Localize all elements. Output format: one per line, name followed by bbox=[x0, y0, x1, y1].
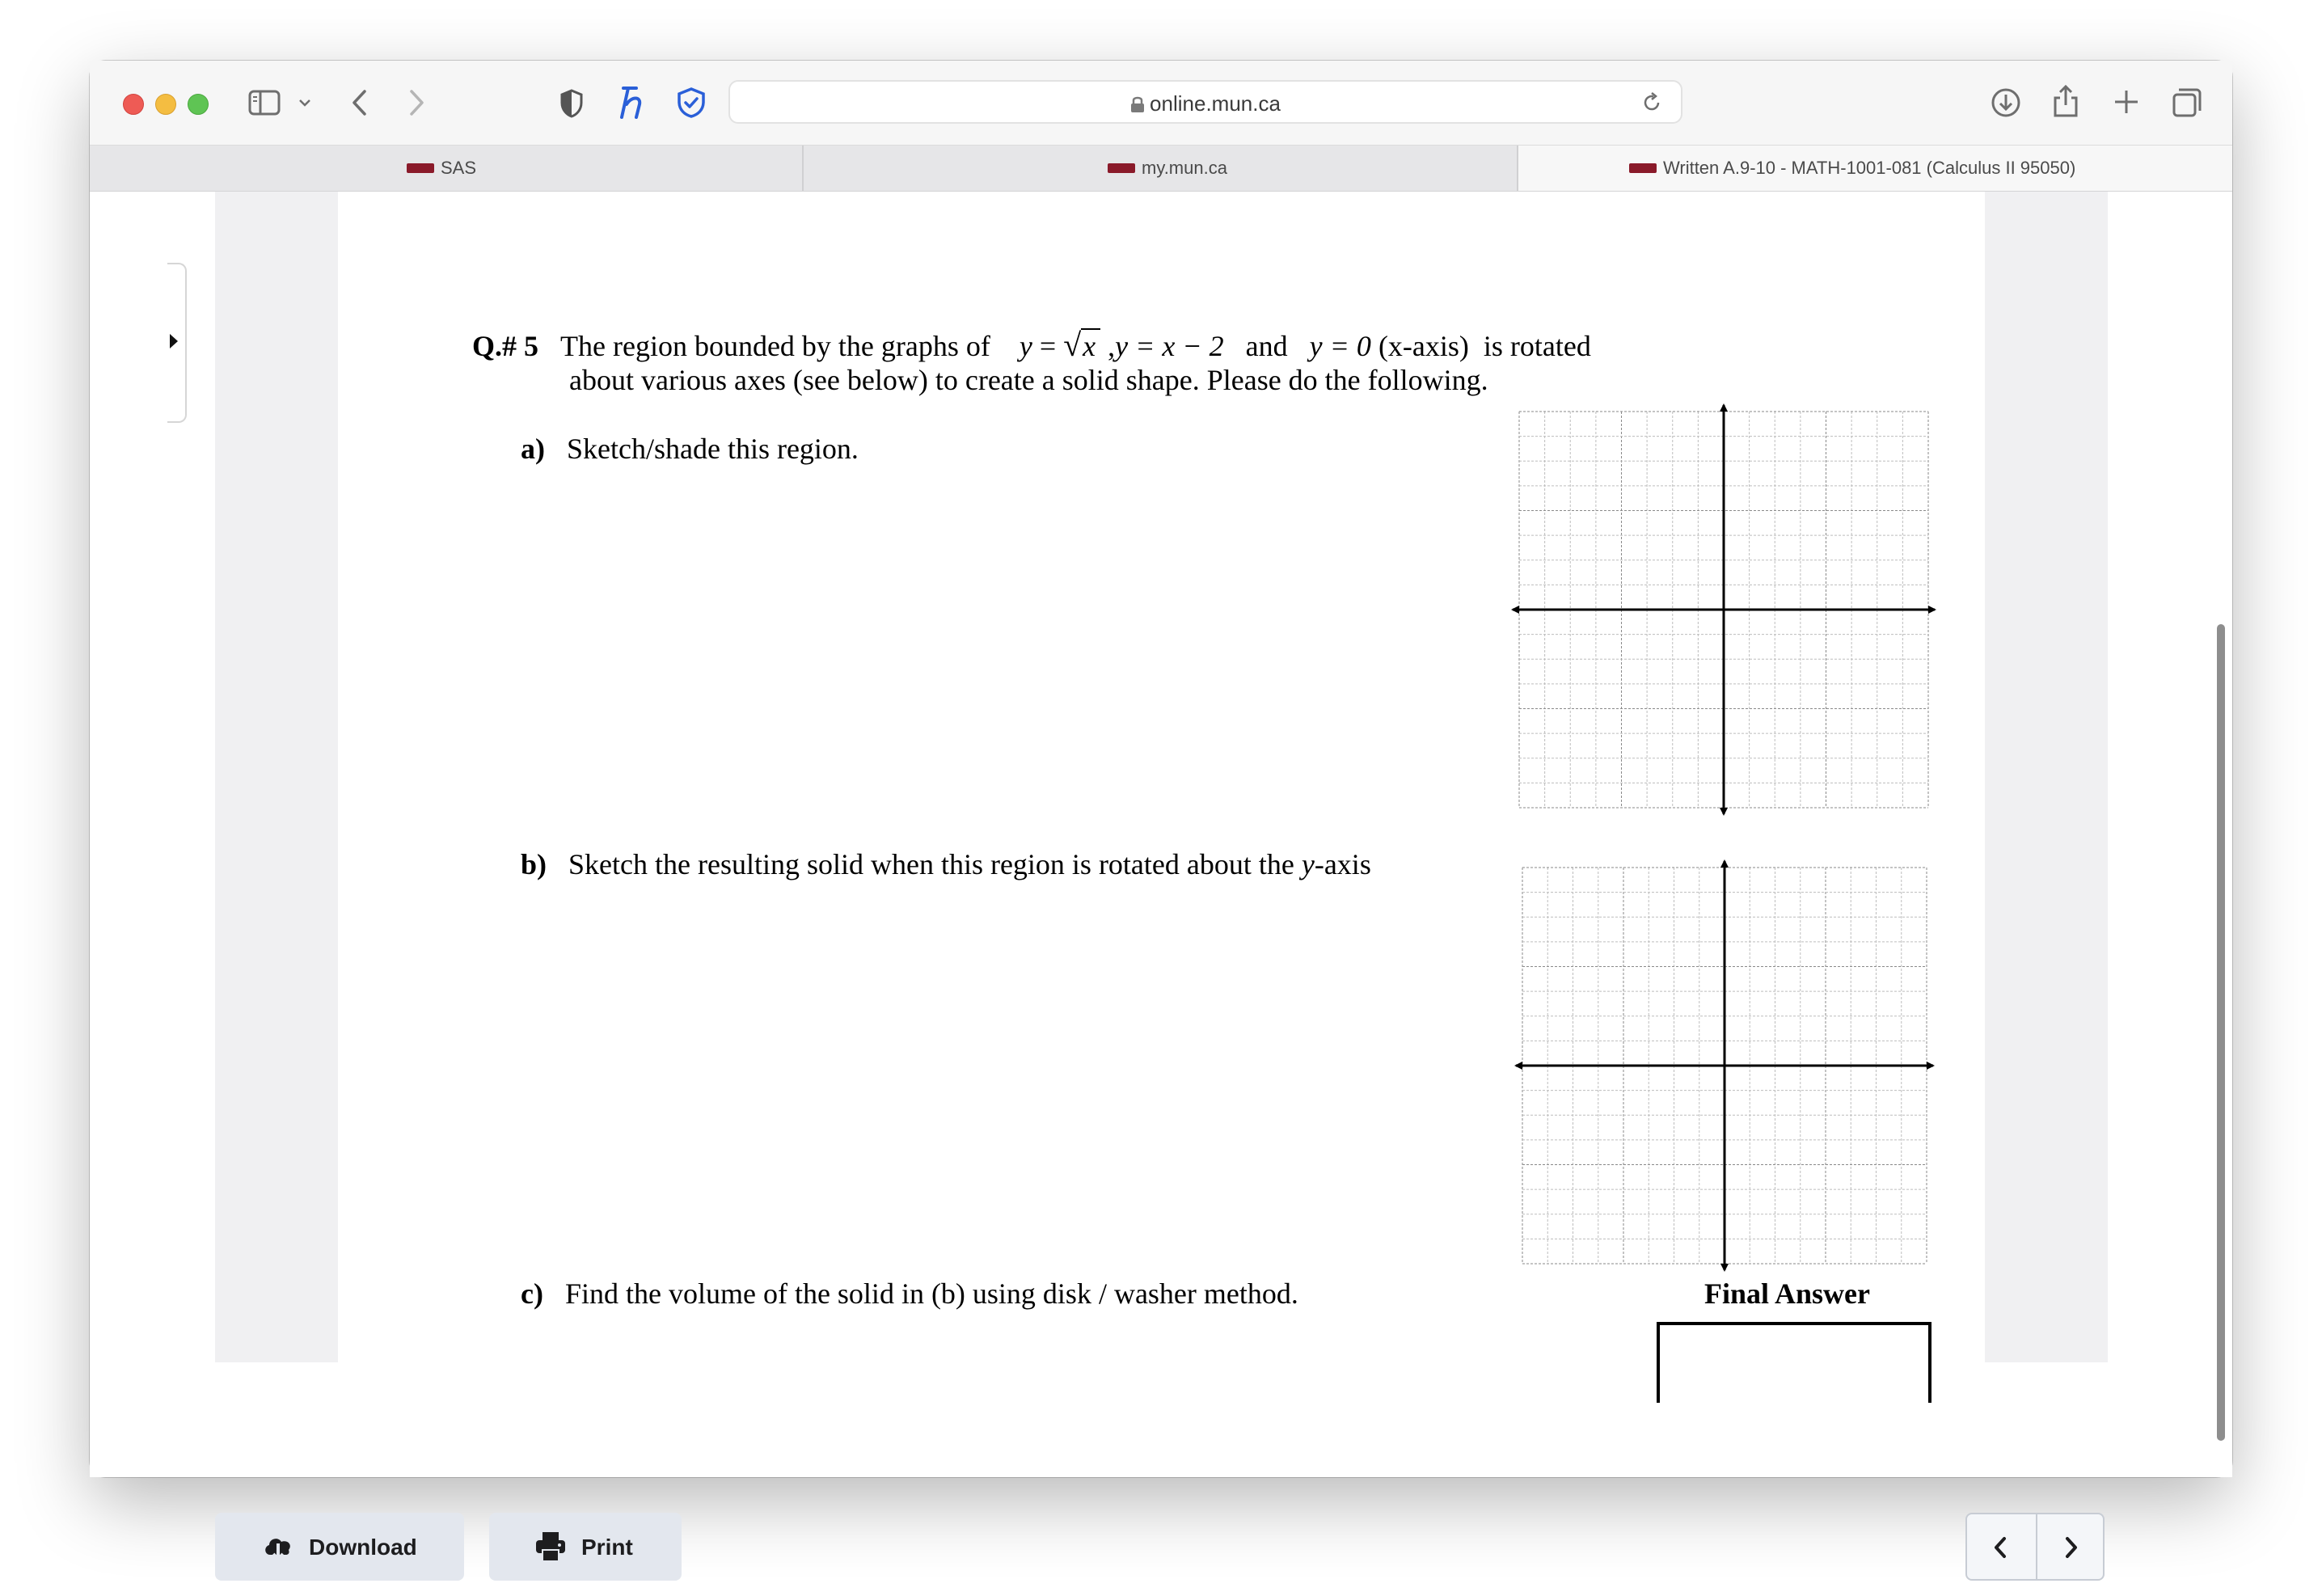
page-navigation bbox=[1965, 1513, 2105, 1581]
mun-favicon bbox=[1108, 163, 1135, 173]
url-text: online.mun.ca bbox=[1150, 91, 1281, 116]
print-label: Print bbox=[581, 1535, 633, 1560]
x-axis-arrow-left bbox=[1514, 1062, 1522, 1070]
zoom-window-button[interactable] bbox=[188, 94, 209, 115]
part-a-label: a) bbox=[521, 433, 545, 465]
y-axis-arrow-bottom bbox=[1720, 1264, 1729, 1272]
question-intro-end: is rotated bbox=[1483, 330, 1591, 362]
caret-right-icon bbox=[168, 332, 179, 350]
url-display bbox=[730, 91, 1681, 116]
question-line-2: about various axes (see below) to create a solid shape. Please do the following. bbox=[569, 364, 1488, 396]
tab-my-mun-label: my.mun.ca bbox=[1142, 158, 1227, 178]
question-line-1 bbox=[472, 327, 1591, 363]
browser-window bbox=[90, 61, 2232, 1560]
chevron-down-icon[interactable] bbox=[298, 98, 311, 108]
final-answer-label: Final Answer bbox=[1704, 1277, 1871, 1310]
vertical-scrollbar[interactable] bbox=[2217, 624, 2225, 1441]
tab-my-mun[interactable] bbox=[804, 146, 1517, 191]
reload-icon[interactable] bbox=[1640, 91, 1663, 114]
mun-favicon bbox=[407, 163, 434, 173]
part-b-label: b) bbox=[521, 848, 547, 880]
part-a bbox=[521, 433, 859, 466]
eq3-note: (x-axis) bbox=[1378, 330, 1469, 362]
download-button[interactable] bbox=[215, 1513, 464, 1581]
viewer-margin-right bbox=[1985, 192, 2108, 1362]
browser-toolbar bbox=[90, 61, 2232, 146]
conjunction: and bbox=[1245, 330, 1288, 362]
tab-sas-label: SAS bbox=[441, 158, 477, 178]
previous-page-button[interactable] bbox=[1967, 1514, 2037, 1579]
question-intro: The region bounded by the graphs of bbox=[560, 330, 990, 362]
eq1-radicand: x bbox=[1081, 328, 1100, 362]
minimize-window-button[interactable] bbox=[155, 94, 176, 115]
next-page-button[interactable] bbox=[2037, 1514, 2105, 1579]
close-window-button[interactable] bbox=[123, 94, 144, 115]
eq1-equals: = bbox=[1039, 330, 1057, 362]
eq2-prefix: , bbox=[1108, 330, 1116, 362]
chevron-right-icon bbox=[2062, 1535, 2080, 1560]
cloud-download-icon bbox=[262, 1532, 294, 1561]
privacy-shield-icon[interactable] bbox=[675, 87, 707, 119]
download-circle-icon[interactable] bbox=[1990, 87, 2022, 119]
question-number: Q.# 5 bbox=[472, 330, 539, 362]
part-b-text: Sketch the resulting solid when this region is rotated about the bbox=[568, 848, 1294, 880]
tab-sas[interactable] bbox=[90, 146, 802, 191]
download-label: Download bbox=[309, 1535, 417, 1560]
tab-written-assignment[interactable] bbox=[1518, 146, 2232, 191]
x-axis-arrow-right bbox=[1927, 1062, 1935, 1070]
viewer-margin-left bbox=[215, 192, 338, 1362]
final-answer-box bbox=[1657, 1322, 1931, 1403]
tabs-icon[interactable] bbox=[2171, 87, 2203, 119]
address-bar[interactable] bbox=[728, 80, 1682, 124]
part-b bbox=[521, 849, 1371, 881]
print-button[interactable] bbox=[489, 1513, 682, 1581]
part-c-label: c) bbox=[521, 1277, 543, 1310]
eq1-sqrt: √x bbox=[1063, 327, 1100, 363]
tab-written-assignment-label: Written A.9-10 - MATH-1001-081 (Calculus II 95050) bbox=[1663, 158, 2076, 178]
chevron-left-icon bbox=[1991, 1535, 2009, 1560]
chevron-left-icon[interactable] bbox=[350, 88, 368, 117]
part-c bbox=[521, 1278, 1298, 1311]
chevron-right-icon[interactable] bbox=[408, 88, 426, 117]
x-axis-arrow-right bbox=[1928, 606, 1936, 614]
lock-icon bbox=[1130, 95, 1145, 113]
mun-favicon bbox=[1629, 163, 1657, 173]
sidebar-icon[interactable] bbox=[248, 90, 281, 116]
part-b-axis: y bbox=[1301, 848, 1315, 880]
eq1-lhs: y bbox=[1019, 330, 1032, 362]
x-axis-arrow-left bbox=[1511, 606, 1519, 614]
plus-icon[interactable] bbox=[2113, 88, 2140, 116]
eq2: y = x − 2 bbox=[1115, 330, 1224, 362]
printer-icon bbox=[534, 1531, 567, 1563]
y-axis-arrow-bottom bbox=[1720, 808, 1728, 816]
part-a-text: Sketch/shade this region. bbox=[567, 433, 859, 465]
coordinate-grid-b bbox=[1514, 859, 1935, 1272]
coordinate-grid-a bbox=[1511, 403, 1936, 816]
part-c-text: Find the volume of the solid in (b) using disk / washer method. bbox=[564, 1277, 1298, 1310]
shield-icon[interactable] bbox=[559, 88, 585, 119]
y-axis-arrow-top bbox=[1720, 403, 1728, 412]
share-icon[interactable] bbox=[2051, 83, 2080, 119]
tab-bar bbox=[90, 146, 2232, 192]
page-content bbox=[90, 192, 2232, 1560]
sidebar-toggle[interactable] bbox=[167, 263, 187, 423]
eq3: y = 0 bbox=[1309, 330, 1371, 362]
y-axis-arrow-top bbox=[1720, 859, 1729, 868]
part-b-suffix: -axis bbox=[1314, 848, 1371, 880]
hypothesis-icon[interactable] bbox=[617, 85, 649, 120]
